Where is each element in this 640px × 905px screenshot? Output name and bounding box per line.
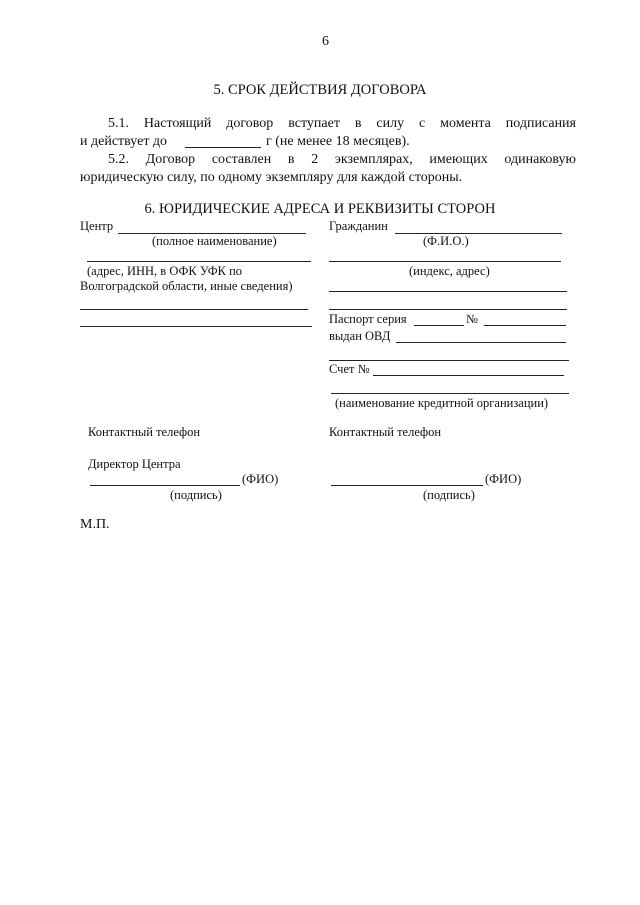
address-caption-line2: Волгоградской области, иные сведения): [80, 279, 293, 293]
citizen-label: Гражданин: [329, 219, 388, 233]
account-blank: [373, 375, 564, 376]
clause-5-2-line2: юридическую силу, по одному экземпляру для каждой стороны.: [80, 170, 463, 185]
issued-by-line-2: [329, 360, 569, 361]
citizen-address-line-2: [329, 291, 567, 292]
fio-caption: (Ф.И.О.): [423, 234, 469, 248]
center-address-line-2: [80, 309, 308, 310]
full-name-caption: (полное наименование): [152, 234, 277, 248]
passport-series-blank: [414, 325, 464, 326]
section-6-title: 6. ЮРИДИЧЕСКИЕ АДРЕСА И РЕКВИЗИТЫ СТОРОН: [144, 201, 496, 217]
director-label: Директор Центра: [88, 457, 181, 471]
bank-name-line: [331, 393, 569, 394]
clause-5-1-line2-end: г (не менее 18 месяцев).: [266, 134, 410, 149]
account-label: Счет №: [329, 362, 370, 376]
center-label: Центр: [80, 219, 114, 233]
date-blank-line: [185, 147, 261, 148]
left-contact-phone: Контактный телефон: [88, 425, 201, 439]
issued-by-blank: [396, 342, 566, 343]
address-caption-line1: (адрес, ИНН, в ОФК УФК по: [87, 264, 243, 278]
right-signature-caption: (подпись): [423, 488, 475, 502]
left-signature-line: [90, 485, 240, 486]
left-signature-caption: (подпись): [170, 488, 222, 502]
left-fio: (ФИО): [242, 472, 279, 486]
bank-caption: (наименование кредитной организации): [335, 396, 549, 410]
section-5-title: 5. СРОК ДЕЙСТВИЯ ДОГОВОРА: [213, 82, 427, 98]
passport-series-label: Паспорт серия: [329, 312, 407, 326]
index-address-caption: (индекс, адрес): [409, 264, 490, 278]
center-address-line-3: [80, 326, 312, 327]
citizen-address-line-1: [329, 261, 561, 262]
passport-top-line: [329, 309, 567, 310]
passport-number-sign: №: [466, 312, 478, 326]
clause-5-2-line1: 5.2. Договор составлен в 2 экземплярах, имеющих одинаковую: [108, 152, 576, 167]
stamp-place: М.П.: [80, 517, 110, 532]
right-contact-phone: Контактный телефон: [329, 425, 442, 439]
clause-5-1-line2-start: и действует до: [80, 134, 168, 149]
issued-by-label: выдан ОВД: [329, 329, 391, 343]
passport-number-blank: [484, 325, 566, 326]
clause-5-1-line1: 5.1. Настоящий договор вступает в силу с момента подписания: [108, 116, 576, 131]
page-number: 6: [322, 34, 329, 49]
right-fio: (ФИО): [485, 472, 522, 486]
right-signature-line: [331, 485, 483, 486]
center-address-line-1: [87, 261, 311, 262]
citizen-name-line: [395, 233, 562, 234]
